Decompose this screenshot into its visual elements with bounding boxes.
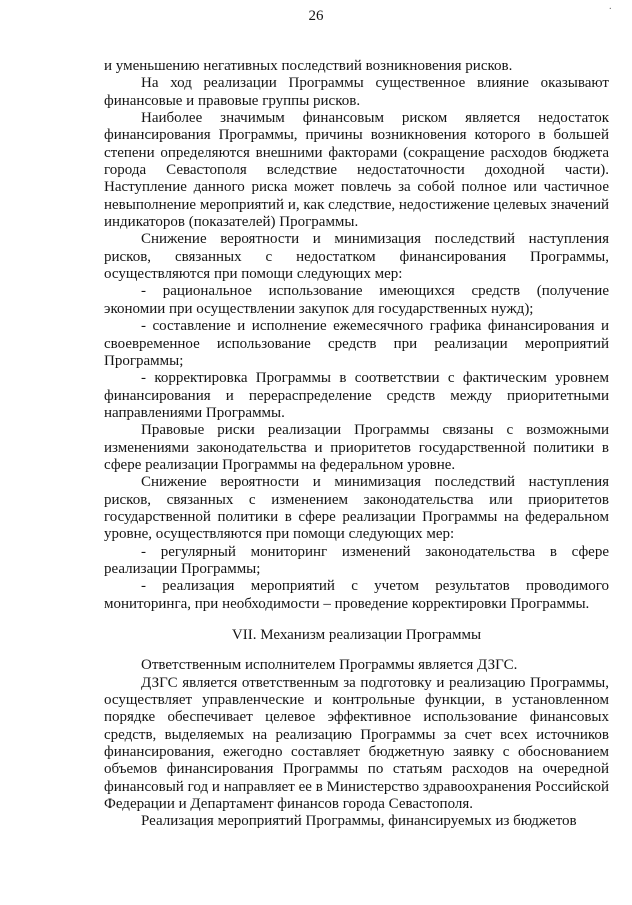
page-number: 26 (308, 8, 324, 24)
list-item: - составление и исполнение ежемесячного графика финансирования и своевременное использование средств при реализации мероприятий Программы; (104, 318, 609, 369)
list-item: - реализация мероприятий с учетом результатов проводимого мониторинга, при необходимости – проведение корректировки Программы. (104, 578, 609, 612)
paragraph: Правовые риски реализации Программы связаны с возможными изменениями законодательства и приоритетов государственной политики в сфере реализации Программы на федеральном уровне. (104, 422, 609, 473)
document-body (104, 58, 609, 831)
list-item: - корректировка Программы в соответствии с фактическим уровнем финансирования и перераспределение средств между приоритетными направлениями Программы. (104, 370, 609, 421)
paragraph: Снижение вероятности и минимизация последствий наступления рисков, связанных с изменением законодательства или приоритетов государственной политики в сфере реализации Программы на федеральном уровне, осуществляются при помощи следующих мер: (104, 474, 609, 543)
corner-mark: · (608, 4, 612, 15)
list-item: - регулярный мониторинг изменений законодательства в сфере реализации Программы; (104, 543, 609, 577)
section-heading: VII. Механизм реализации Программы (231, 627, 482, 643)
paragraph: Реализация мероприятий Программы, финансируемых из бюджетов (141, 813, 577, 830)
paragraph: Наиболее значимым финансовым риском является недостаток финансирования Программы, причины возникновения которого в большей степени определяются внешними факторами (сокращение расходов бюджета города Севастополя вследствие недостаточности доходной части). Наступление данного риска может повлечь за собой полное или частичное невыполнение мероприятий и, как следствие, недостижение целевых значений индикаторов (показателей) Программы. (104, 110, 609, 231)
paragraph: Ответственным исполнителем Программы является ДЗГС. (141, 657, 518, 674)
list-item: - рациональное использование имеющихся средств (получение экономии при осуществлении закупок для государственных нужд); (104, 283, 609, 317)
paragraph: На ход реализации Программы существенное влияние оказывают финансовые и правовые группы рисков. (104, 75, 609, 109)
paragraph: Снижение вероятности и минимизация последствий наступления рисков, связанных с недостатком финансирования Программы, осуществляются при помощи следующих мер: (104, 231, 609, 283)
paragraph: ДЗГС является ответственным за подготовку и реализацию Программы, осуществляет управленческие и контрольные функции, в установленном порядке обеспечивает целевое эффективное использование финансовых средств, выделяемых на реализацию Программы за счет всех источников финансирования, ежегодно составляет бюджетную заявку с обоснованием объемов финансирования Программы по статьям расходов на очередной финансовый год и направляет ее в Министерство здравоохранения Российской Федерации и Департамент финансов города Севастополя. (104, 674, 609, 813)
paragraph: и уменьшению негативных последствий возникновения рисков. (104, 58, 513, 74)
